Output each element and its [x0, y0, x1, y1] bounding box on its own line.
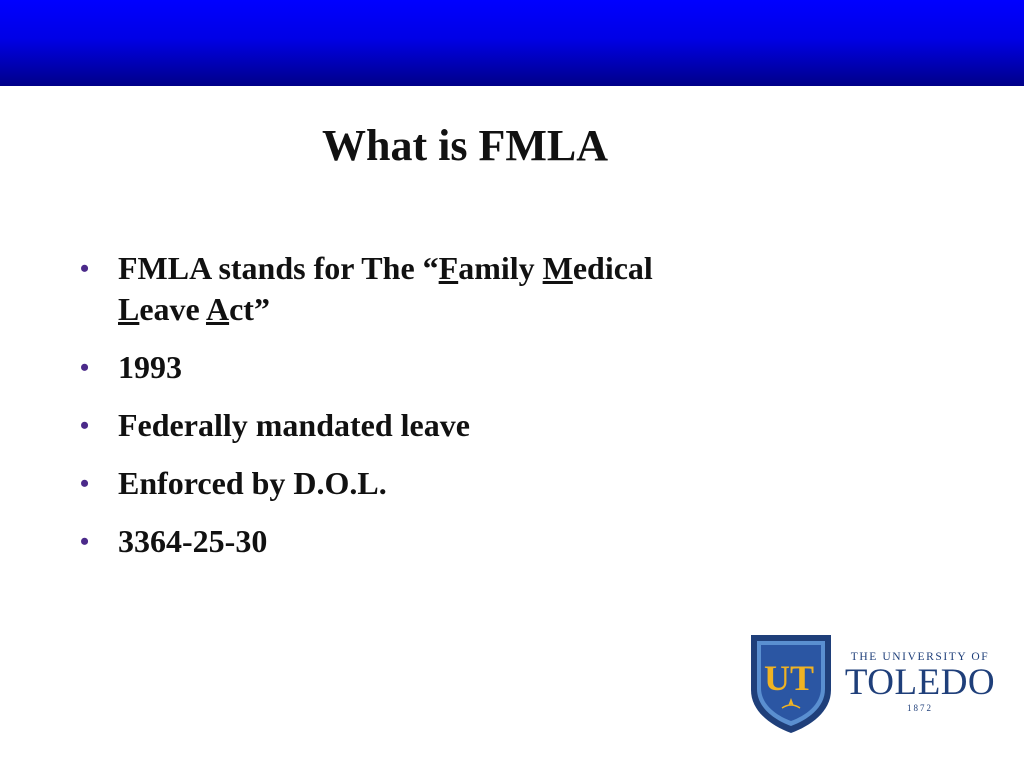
header-band — [0, 0, 1024, 86]
bullet-dot-icon: • — [80, 254, 90, 283]
logo-line-year: 1872 — [907, 703, 933, 713]
bullet-item-federal — [80, 405, 800, 446]
bullet-text: Enforced by D.O.L. — [118, 465, 387, 501]
logo-line-university: THE UNIVERSITY OF — [850, 651, 990, 663]
bullet-item-year — [80, 347, 800, 388]
slide-title: What is FMLA — [322, 121, 608, 170]
logo-line-toledo: TOLEDO — [844, 662, 996, 703]
bullet-dot-icon: • — [80, 353, 90, 382]
ut-shield-icon — [748, 632, 834, 736]
bullet-dot-icon: • — [80, 527, 90, 556]
bullet-text: 3364-25-30 — [118, 523, 268, 559]
university-logo — [748, 632, 1004, 736]
bullet-text: 1993 — [118, 349, 182, 385]
bullet-item-fmla-definition — [80, 248, 800, 330]
bullet-text: Federally mandated leave — [118, 407, 470, 443]
ut-monogram: UT — [763, 658, 815, 698]
logo-wordmark — [838, 650, 1002, 714]
bullet-dot-icon: • — [80, 469, 90, 498]
bullet-text: FMLA stands for The “Family Medical Leave Act” — [118, 250, 653, 327]
bullet-item-enforced — [80, 463, 800, 504]
bullet-dot-icon: • — [80, 411, 90, 440]
bullet-list — [80, 248, 800, 579]
bullet-item-policy-number — [80, 521, 800, 562]
